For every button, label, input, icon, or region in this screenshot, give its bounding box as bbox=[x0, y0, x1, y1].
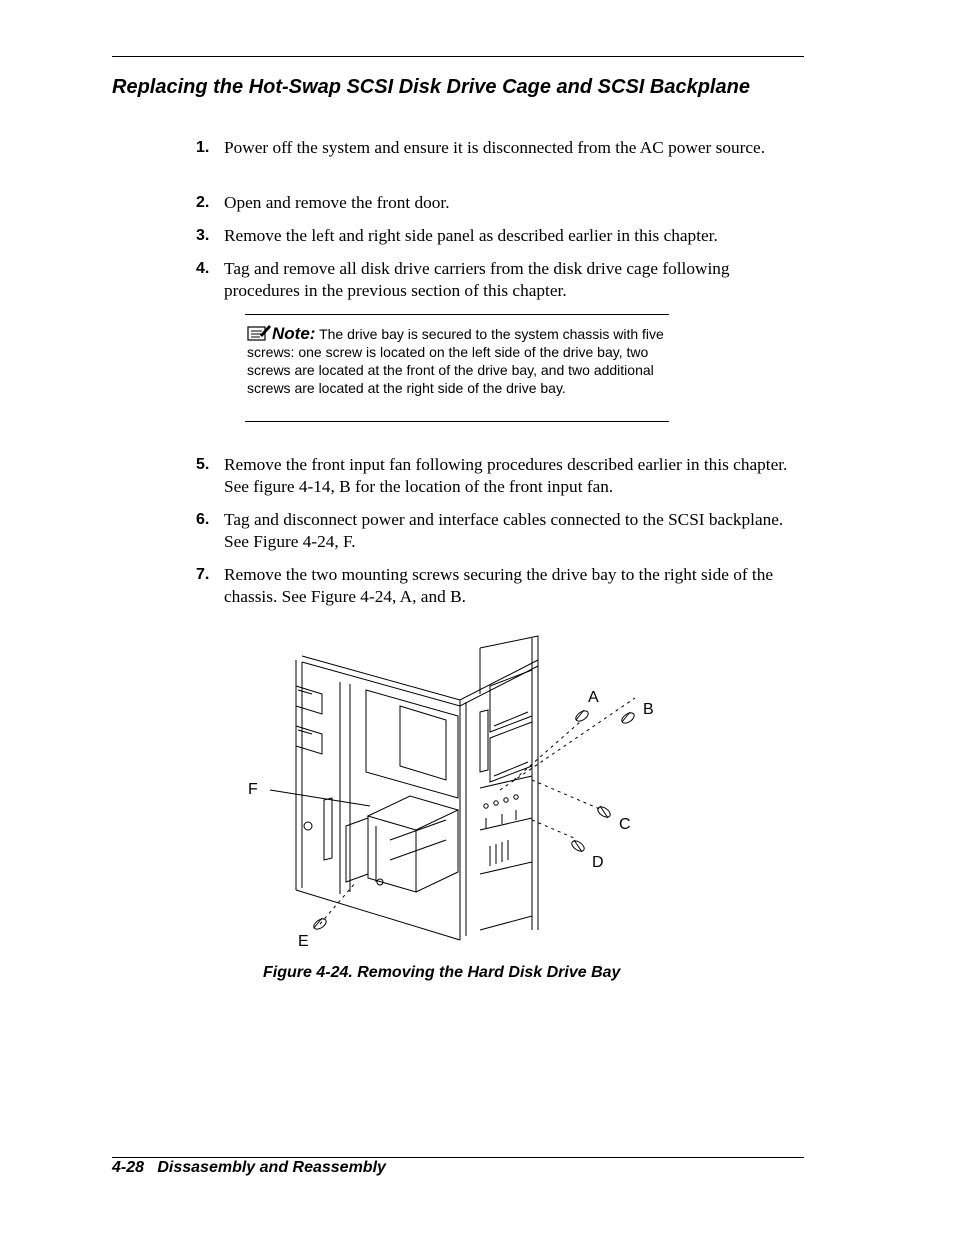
step-number: 3. bbox=[196, 227, 210, 244]
step-2 bbox=[196, 192, 796, 214]
drive-bay-figure bbox=[240, 630, 680, 960]
callout-c: C bbox=[619, 816, 631, 833]
callout-f: F bbox=[248, 781, 258, 798]
step-number: 7. bbox=[196, 566, 210, 583]
step-7 bbox=[196, 564, 796, 608]
figure-caption: Figure 4-24. Removing the Hard Disk Drive Bay bbox=[263, 964, 621, 981]
step-5 bbox=[196, 454, 796, 498]
step-text: Tag and remove all disk drive carriers from the disk drive cage following procedures in the previous section of this chapter. bbox=[224, 259, 730, 300]
step-4 bbox=[196, 258, 796, 302]
step-text: Power off the system and ensure it is disconnected from the AC power source. bbox=[224, 138, 766, 157]
screw-d-icon bbox=[570, 839, 586, 854]
note-label: Note: bbox=[272, 324, 316, 343]
step-text: Remove the front input fan following procedures described earlier in this chapter. See figure 4-14, B for the location of the front input fan. bbox=[224, 455, 788, 496]
screw-c-icon bbox=[596, 805, 612, 820]
callout-a: A bbox=[588, 689, 599, 706]
step-number: 6. bbox=[196, 511, 210, 528]
step-number: 2. bbox=[196, 194, 210, 211]
note-text: The drive bay is secured to the system chassis with five screws: one screw is located on the left side of the drive bay, two screws are located at the front of the drive bay, and two additional screws are located at the right side of the drive bay. bbox=[247, 326, 664, 396]
step-text: Remove the left and right side panel as described earlier in this chapter. bbox=[224, 226, 718, 245]
section-title: Replacing the Hot-Swap SCSI Disk Drive Cage and SCSI Backplane bbox=[112, 76, 750, 98]
callout-b: B bbox=[643, 701, 654, 718]
step-text: Open and remove the front door. bbox=[224, 193, 450, 212]
drive-bay-illustration bbox=[240, 630, 680, 960]
step-text: Remove the two mounting screws securing the drive bay to the right side of the chassis. See Figure 4-24, A, and B. bbox=[224, 565, 774, 606]
note-box bbox=[245, 314, 669, 422]
note-pad-icon bbox=[247, 326, 272, 342]
step-text: Tag and disconnect power and interface cables connected to the SCSI backplane. See Figure 4-24, F. bbox=[224, 510, 784, 551]
step-number: 5. bbox=[196, 456, 210, 473]
screw-a-icon bbox=[574, 709, 590, 724]
page-footer: 4-28 Dissasembly and Reassembly bbox=[112, 1159, 386, 1176]
callout-d: D bbox=[592, 854, 604, 871]
step-6 bbox=[196, 509, 796, 553]
step-number: 4. bbox=[196, 260, 210, 277]
step-3 bbox=[196, 225, 796, 247]
header-rule bbox=[112, 56, 804, 57]
screw-b-icon bbox=[620, 711, 636, 726]
step-number: 1. bbox=[196, 139, 210, 156]
callout-e: E bbox=[298, 933, 309, 950]
step-1 bbox=[196, 137, 796, 159]
